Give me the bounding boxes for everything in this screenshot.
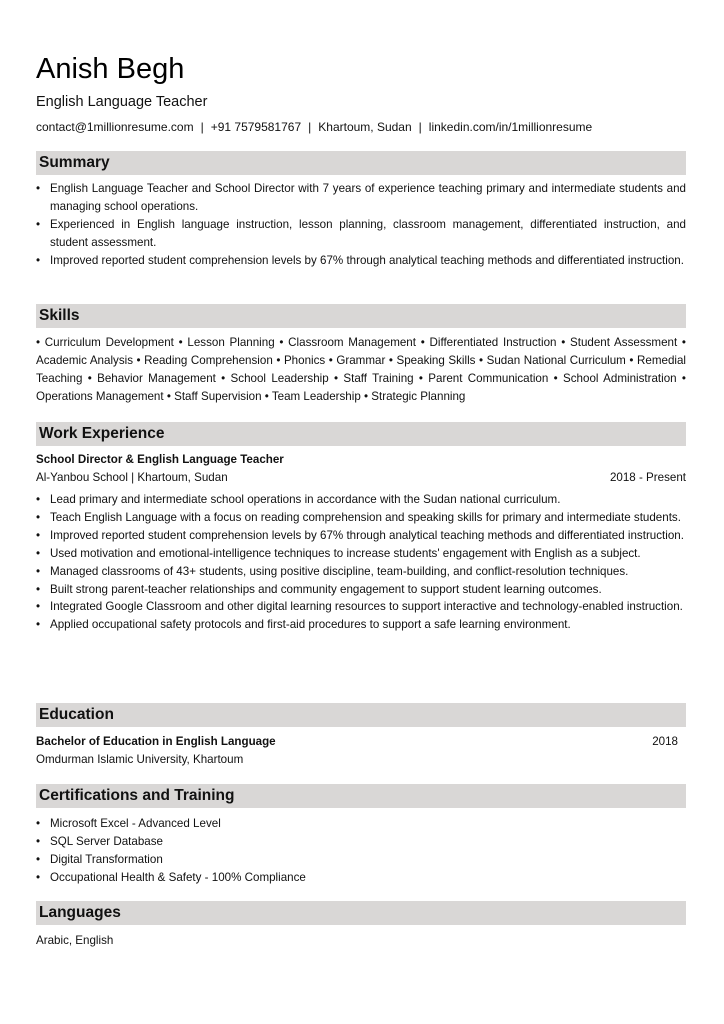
experience-item (36, 545, 686, 563)
contact-line (36, 118, 592, 136)
contact-location: Khartoum, Sudan (318, 120, 412, 134)
certification-item (36, 851, 686, 869)
summary-item-text: Experienced in English language instruction, lesson planning, classroom management, differentiated instruction, and student assessment. (50, 217, 686, 249)
job-org: Al-Yanbou School | Khartoum, Sudan (36, 471, 228, 484)
bullet-icon: • (36, 817, 41, 830)
education-year: 2018 (652, 735, 678, 748)
skills-heading: Skills (36, 304, 686, 328)
bullet-icon: • (36, 870, 41, 884)
languages-heading: Languages (36, 901, 686, 925)
experience-item (36, 527, 686, 545)
contact-phone: +91 7579581767 (210, 120, 302, 134)
summary-list (36, 180, 686, 270)
bullet-icon: • (36, 600, 41, 614)
job-dates: 2018 - Present (609, 471, 686, 484)
experience-item (36, 509, 686, 527)
certification-item-text: Occupational Health & Safety - 100% Compliance (50, 870, 306, 884)
bullet-icon: • (36, 834, 41, 848)
bullet-icon: • (36, 852, 41, 866)
bullet-icon: • (36, 546, 41, 560)
contact-linkedin: linkedin.com/in/1millionresume (428, 120, 593, 134)
bullet-icon: • (36, 510, 41, 524)
summary-item (36, 180, 686, 216)
summary-item (36, 252, 686, 270)
contact-separator: | (418, 120, 422, 134)
experience-item (36, 581, 686, 599)
job-org-line (36, 469, 686, 487)
certification-item (36, 815, 686, 833)
bullet-icon: • (36, 618, 41, 632)
experience-item-text: Lead primary and intermediate school operations in accordance with the Sudan national curriculum. (50, 493, 561, 506)
experience-item (36, 598, 686, 616)
certification-item-text: Digital Transformation (50, 852, 163, 866)
candidate-title: English Language Teacher (36, 94, 208, 110)
certifications-heading: Certifications and Training (36, 784, 686, 808)
education-degree-line (36, 733, 686, 751)
skills-text: • Curriculum Development • Lesson Planning • Classroom Management • Differentiated Instruction • Student Assessment • Academic Analysis • Reading Comprehension • Phonics • Grammar • Speaking Skills • Sudan National Curriculum • Remedial Teaching • Behavior Management • School Leadership • Staff Training • Parent Communication • School Administration • Operations Management • Staff Supervision • Team Leadership • Strategic Planning (36, 336, 686, 403)
education-heading: Education (36, 703, 686, 727)
experience-item-text: Built strong parent-teacher relationships and community engagement to support student learning outcomes. (50, 582, 602, 596)
bullet-icon: • (36, 564, 41, 578)
experience-item (36, 616, 686, 634)
bullet-icon: • (36, 217, 41, 231)
bullet-icon: • (36, 493, 41, 506)
summary-item-text: Improved reported student comprehension levels by 67% through analytical teaching methods and differentiated instruction. (50, 253, 684, 267)
experience-item-text: Applied occupational safety protocols and first-aid procedures to support a safe learning environment. (50, 618, 571, 632)
experience-item-text: Managed classrooms of 43+ students, using positive discipline, team-building, and conflict-resolution techniques. (50, 564, 629, 578)
certification-item-text: SQL Server Database (50, 834, 163, 848)
languages-text: Arabic, English (36, 934, 114, 947)
certification-item (36, 869, 686, 887)
experience-list (36, 491, 686, 634)
job-role: School Director & English Language Teacher (36, 453, 284, 466)
bullet-icon: • (36, 182, 41, 195)
bullet-icon: • (36, 582, 41, 596)
certification-item-text: Microsoft Excel - Advanced Level (50, 817, 221, 830)
contact-separator: | (308, 120, 312, 134)
experience-item-text: Improved reported student comprehension levels by 67% through analytical teaching methods and differentiated instruction. (50, 528, 684, 542)
experience-item-text: Teach English Language with a focus on reading comprehension and speaking skills for primary and intermediate students. (50, 510, 681, 524)
summary-item-text: English Language Teacher and School Director with 7 years of experience teaching primary and intermediate students and managing school operations. (50, 182, 686, 213)
candidate-name: Anish Begh (36, 53, 185, 85)
certification-item (36, 833, 686, 851)
bullet-icon: • (36, 528, 41, 542)
education-school: Omdurman Islamic University, Khartoum (36, 753, 244, 766)
experience-item (36, 563, 686, 581)
experience-heading: Work Experience (36, 422, 686, 446)
certifications-list (36, 815, 686, 887)
experience-item-text: Used motivation and emotional-intelligence techniques to increase students' engagement with English as a subject. (50, 546, 641, 560)
summary-item (36, 216, 686, 252)
summary-heading: Summary (36, 151, 686, 175)
experience-item-text: Integrated Google Classroom and other digital learning resources to support interactive and technology-enabled instruction. (50, 600, 683, 614)
contact-email: contact@1millionresume.com (36, 120, 194, 134)
education-degree: Bachelor of Education in English Language (36, 735, 276, 748)
contact-separator: | (200, 120, 204, 134)
bullet-icon: • (36, 253, 41, 267)
experience-item (36, 491, 686, 509)
